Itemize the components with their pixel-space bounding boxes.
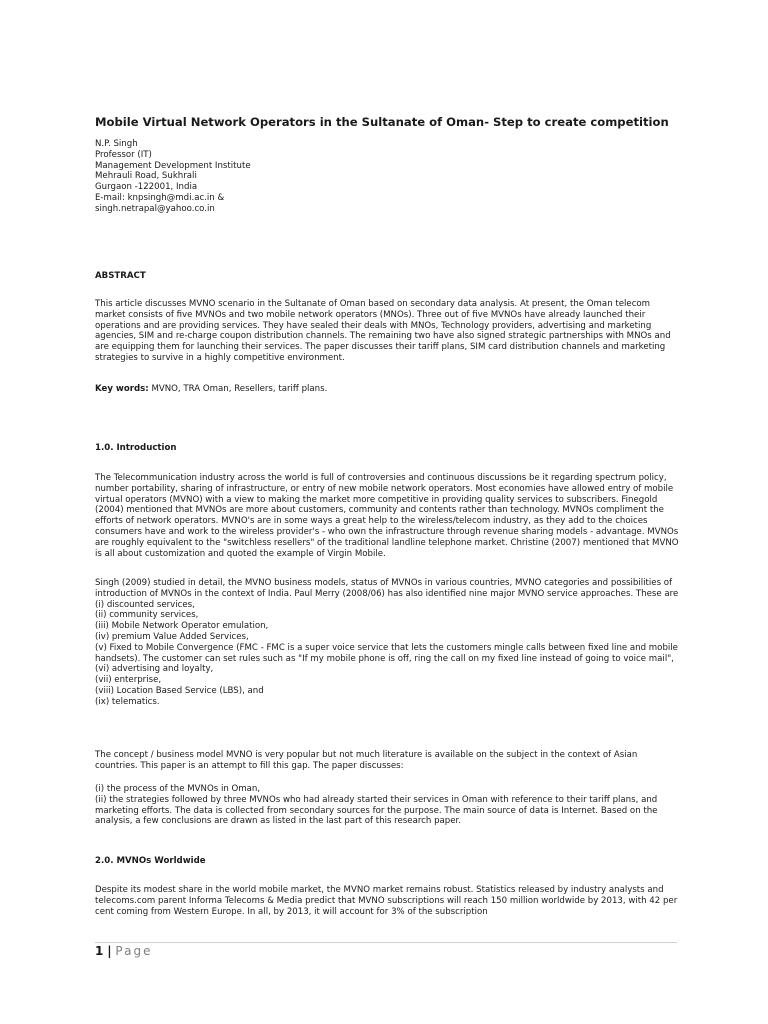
keywords-text: MVNO, TRA Oman, Resellers, tariff plans. xyxy=(148,384,328,394)
list-item: (i) the process of the MVNOs in Oman, xyxy=(95,784,261,794)
section-heading-mvnos-worldwide: 2.0. MVNOs Worldwide xyxy=(95,856,206,866)
list-item: (i) discounted services, xyxy=(95,599,195,610)
keywords-label: Key words: xyxy=(95,384,149,394)
list-item: (ix) telematics. xyxy=(95,696,160,707)
list-item: (iii) Mobile Network Operator emulation, xyxy=(95,621,269,632)
author-address-line2: Gurgaon -122001, India xyxy=(95,182,198,193)
list-item: (vi) advertising and loyalty, xyxy=(95,664,214,675)
introduction-paragraph-2 xyxy=(95,578,680,708)
paragraph: Despite its modest share in the world mobile market, the MVNO market remains robust. Statistics released by industry analysts and telecoms.com parent Informa Telecoms & Media predict that MVNO subscriptions will reach 150 million worldwide by 2013, with 42 per cent coming from Western Europe. In all, by 2013, it will account for 3% of the subscription xyxy=(95,885,678,917)
list-item: (vii) enterprise, xyxy=(95,675,162,686)
author-position: Professor (IT) xyxy=(95,149,152,160)
paragraph: Singh (2009) studied in detail, the MVNO business models, status of MVNOs in various countries, MVNO categories and possibilities of introduction of MVNOs in the context of India. Paul Merry (2008/06) has also identified nine major MVNO service approaches. These are xyxy=(95,578,679,599)
paragraph: The concept / business model MVNO is very popular but not much literature is available on the subject in the context of Asian countries. This paper is an attempt to fill this gap. The paper discusses: xyxy=(95,750,638,771)
page-label: Page xyxy=(115,944,153,958)
section-heading-introduction: 1.0. Introduction xyxy=(95,443,177,453)
footer-separator: | xyxy=(107,944,112,958)
keywords-line xyxy=(95,384,680,395)
paragraph: The Telecommunication industry across the world is full of controversies and continuous discussions be it regarding spectrum policy, number portability, sharing of infrastructure, or entry of new mobile network operators. Most economies have allowed entry of mobile virtual operators (MVNO) with a view to making the market more competitive in providing quality services to subscribers. Finegold (2004) mentioned that MVNOs are more about customers, community and contents rather than technology. MVNOs compliment the efforts of network operators. MVNO's are in some ways a great help to the wireless/telecom industry, as they add to the choices consumers have and work to the wireless provider's - who own the infrastructure through revenue sharing models - advantage. MVNOs are roughly equivalent to the "switchless resellers" of the traditional landline telephone market. Christine (2007) mentioned that MVNO is all about customization and quoted the example of Virgin Mobile. xyxy=(95,473,679,559)
introduction-paragraph-3 xyxy=(95,750,680,772)
footer-divider xyxy=(95,942,677,943)
author-block xyxy=(95,139,680,215)
author-email-line1: E-mail: knpsingh@mdi.ac.in & xyxy=(95,192,225,203)
list-item: (viii) Location Based Service (LBS), and xyxy=(95,685,264,696)
paper-title: Mobile Virtual Network Operators in the Sultanate of Oman- Step to create competition xyxy=(95,115,669,129)
abstract-heading: ABSTRACT xyxy=(95,271,146,281)
abstract-paragraph: This article discusses MVNO scenario in the Sultanate of Oman based on secondary data analysis. At present, the Oman telecom market consists of five MVNOs and two mobile network operators (MNOs). Three out of five MVNOs have already launched their operations and are providing services. They have sealed their deals with MNOs, Technology providers, advertising and marketing agencies, SIM and re-charge coupon distribution channels. The remaining two have also signed strategic partnerships with MNOs and are equipping them for launching their services. The paper discusses their tariff plans, SIM card distribution channels and marketing strategies to survive in a highly competitive environment. xyxy=(95,299,671,363)
author-email-line2: singh.netrapal@yahoo.co.in xyxy=(95,203,215,214)
mvnos-worldwide-paragraph xyxy=(95,885,680,917)
page-footer xyxy=(95,944,152,958)
list-item: (ii) community services, xyxy=(95,610,199,621)
list-item: (iv) premium Value Added Services, xyxy=(95,631,249,642)
author-name: N.P. Singh xyxy=(95,139,138,149)
author-address-line1: Mehrauli Road, Sukhrali xyxy=(95,171,197,182)
author-institute: Management Development Institute xyxy=(95,160,251,171)
paper-discusses-list xyxy=(95,784,680,827)
list-item: (ii) the strategies followed by three MVNOs who had already started their services in Oman with reference to their tariff plans, and marketing efforts. The data is collected from secondary sources for the purpose. The main source of data is Internet. Based on the analysis, a few conclusions are drawn as listed in the last part of this research paper. xyxy=(95,794,658,827)
introduction-paragraph-1 xyxy=(95,473,680,559)
mvno-approaches-list xyxy=(95,600,680,708)
page-number: 1 xyxy=(95,944,104,958)
abstract-body xyxy=(95,299,680,364)
list-item: (v) Fixed to Mobile Convergence (FMC - FMC is a super voice service that lets the customers mingle calls between fixed line and mobile handsets). The customer can set rules such as "If my mobile phone is off, ring the call on my fixed line instead of going to voice mail", xyxy=(95,642,678,664)
